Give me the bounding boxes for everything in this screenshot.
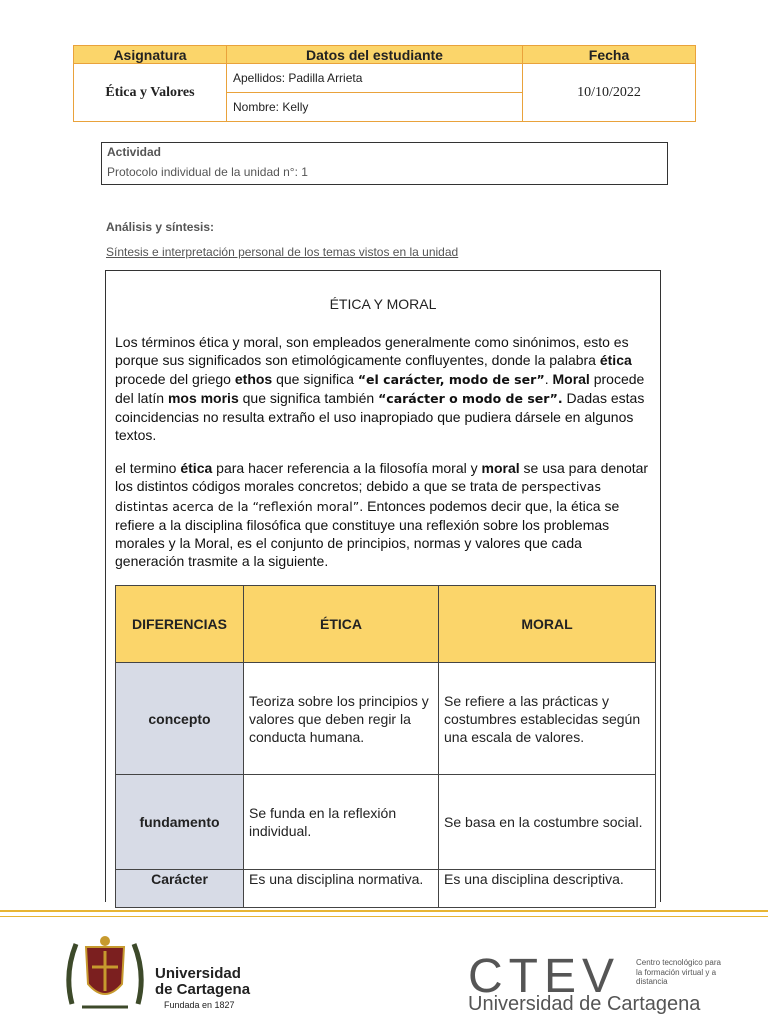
subject-value: Ética y Valores [74, 64, 227, 122]
moral-cell: Se refiere a las prácticas y costumbres establecidas según una escala de valores. [439, 663, 656, 775]
header-date-col: Fecha [523, 46, 696, 64]
etica-cell: Teoriza sobre los principios y valores que deben regir la conducta humana. [244, 663, 439, 775]
header-subject-col: Asignatura [74, 46, 227, 64]
footer-divider-thin [0, 916, 768, 917]
university-crest-icon [62, 929, 148, 1015]
etica-cell: Se funda en la reflexión individual. [244, 775, 439, 870]
name-value: Nombre: Kelly [227, 93, 523, 122]
ctev-logo: CTEV [468, 950, 621, 1003]
university-name: Universidad de Cartagena [155, 965, 251, 998]
differences-table [115, 585, 656, 908]
activity-text: Protocolo individual de la unidad n°: 1 [107, 165, 308, 179]
header-table [73, 45, 696, 122]
table-row [116, 663, 656, 775]
university-founded: Fundada en 1827 [164, 1000, 235, 1010]
activity-label: Actividad [107, 145, 162, 159]
moral-cell: Se basa en la costumbre social. [439, 775, 656, 870]
content-box [105, 270, 661, 902]
row-label: Carácter [116, 870, 244, 908]
row-label: fundamento [116, 775, 244, 870]
date-value: 10/10/2022 [523, 64, 696, 122]
col-header-etica: ÉTICA [244, 586, 439, 663]
content-title: ÉTICA Y MORAL [329, 296, 437, 312]
analysis-text: Síntesis e interpretación personal de los temas vistos en la unidad [106, 245, 459, 259]
ctev-university: Universidad de Cartagena [468, 993, 701, 1015]
table-row [116, 870, 656, 908]
etica-cell: Es una disciplina normativa. [244, 870, 439, 908]
activity-box [101, 142, 668, 185]
ctev-description: Centro tecnológico para la formación virtual y a distancia [636, 958, 721, 986]
paragraph-2: el termino ética para hacer referencia a la filosofía moral y moral se usa para denotar los distintos códigos morales concretos; debido a que se trata de perspectivas distintas acerca de la “reflexión moral”. Entonces podemos decir que, la ética se refiere a la disciplina filosófica que constituye una reflexión sobre los problemas morales y la Moral, es el conjunto de principios, normas y valores que cada generación trasmite a la siguiente. [115, 460, 649, 570]
row-label: concepto [116, 663, 244, 775]
paragraph-1: Los términos ética y moral, son empleados generalmente como sinónimos, esto es porque sus significados son etimológicamente confluyentes, donde la palabra ética procede del griego ethos que significa “el carácter, modo de ser”. Moral procede del latín mos moris que significa también “carácter o modo de ser”. Dadas estas coincidencias no resulta extraño el uso inapropiado que pudiera dársele en algunos textos. [115, 334, 645, 444]
col-header-diferencias: DIFERENCIAS [116, 586, 244, 663]
surname-value: Apellidos: Padilla Arrieta [227, 64, 523, 93]
header-student-col: Datos del estudiante [227, 46, 523, 64]
col-header-moral: MORAL [439, 586, 656, 663]
footer-divider [0, 910, 768, 912]
table-row [116, 775, 656, 870]
analysis-label: Análisis y síntesis: [106, 220, 215, 234]
moral-cell: Es una disciplina descriptiva. [439, 870, 656, 908]
